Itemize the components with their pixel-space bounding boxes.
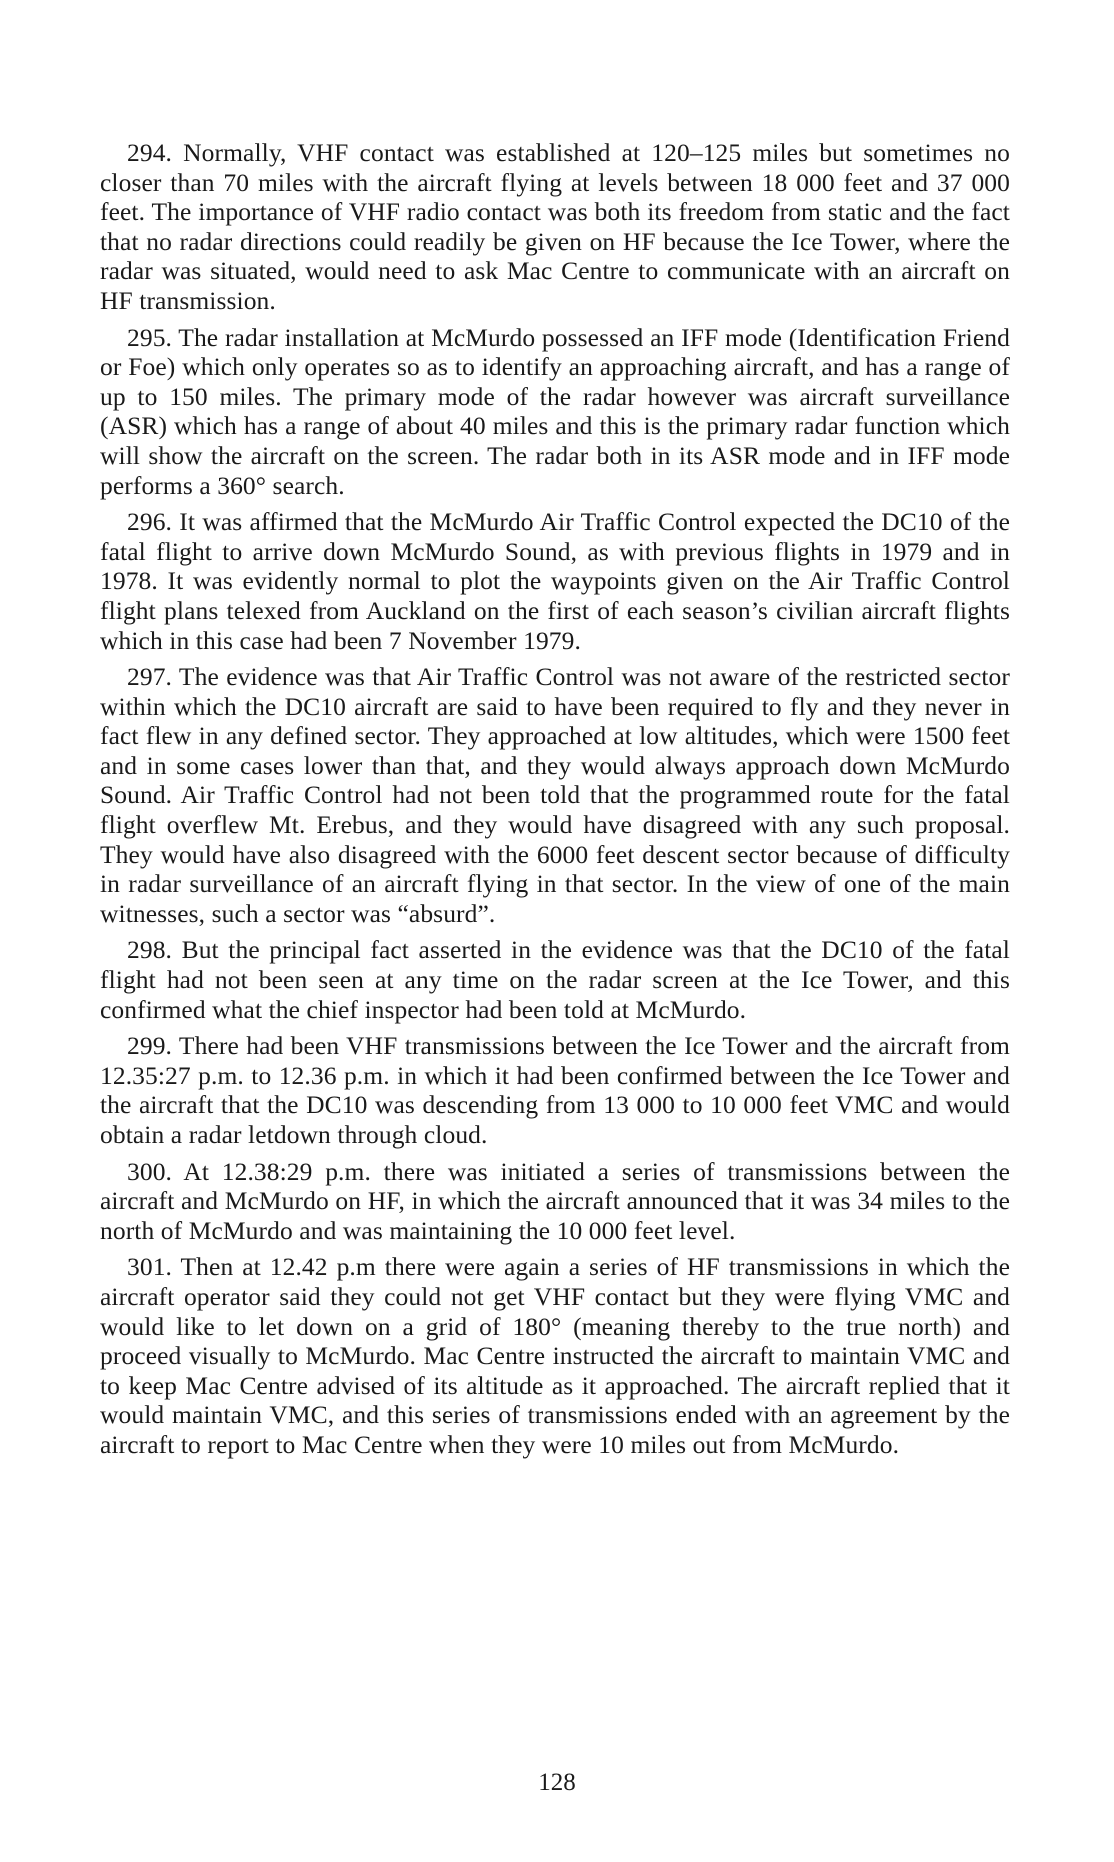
paragraph-301: 301. Then at 12.42 p.m there were again a series of HF transmissions in which the aircraft operator said they could not get VHF contact but they were flying VMC and would like to let down on a grid of 180° (meaning thereby to the true north) and proceed visually to McMurdo. Mac Centre instructed the aircraft to maintain VMC and to keep Mac Centre advised of its altitude as it approached. The aircraft replied that it would maintain VMC, and this series of transmissions ended with an agreement by the aircraft to report to Mac Centre when they were 10 miles out from McMurdo. — [100, 1252, 1010, 1459]
paragraph-300: 300. At 12.38:29 p.m. there was initiated a series of transmissions between the aircraft and McMurdo on HF, in which the aircraft announced that it was 34 miles to the north of McMurdo and was maintaining the 10 000 feet level. — [100, 1156, 1010, 1245]
paragraph-296: 296. It was affirmed that the McMurdo Air Traffic Control expected the DC10 of the fatal flight to arrive down McMurdo Sound, as with previous flights in 1979 and in 1978. It was evidently normal to plot the waypoints given on the Air Traffic Control flight plans telexed from Auckland on the first of each season’s civilian aircraft flights which in this case had been 7 November 1979. — [100, 507, 1010, 655]
page-number: 128 — [538, 1769, 576, 1796]
paragraph-298: 298. But the principal fact asserted in the evidence was that the DC10 of the fatal flight had not been seen at any time on the radar screen at the Ice Tower, and this confirmed what the chief inspector had been told at McMurdo. — [100, 935, 1010, 1024]
paragraph-295: 295. The radar installation at McMurdo possessed an IFF mode (Identification Friend or Foe) which only operates so as to identify an approaching aircraft, and has a range of up to 150 miles. The primary mode of the radar however was aircraft surveillance (ASR) which has a range of about 40 miles and this is the primary radar function which will show the aircraft on the screen. The radar both in its ASR mode and in IFF mode performs a 360° search. — [100, 322, 1010, 500]
paragraph-299: 299. There had been VHF transmissions between the Ice Tower and the aircraft from 12.35:27 p.m. to 12.36 p.m. in which it had been confirmed between the Ice Tower and the aircraft that the DC10 was descending from 13 000 to 10 000 feet VMC and would obtain a radar letdown through cloud. — [100, 1031, 1010, 1149]
document-body — [100, 138, 1010, 1467]
paragraph-294: 294. Normally, VHF contact was established at 120–125 miles but sometimes no closer than 70 miles with the aircraft flying at levels between 18 000 feet and 37 000 feet. The importance of VHF radio contact was both its freedom from static and the fact that no radar directions could readily be given on HF because the Ice Tower, where the radar was situated, would need to ask Mac Centre to communicate with an aircraft on HF transmission. — [100, 138, 1010, 315]
paragraph-297: 297. The evidence was that Air Traffic Control was not aware of the restricted sector within which the DC10 aircraft are said to have been required to fly and they never in fact flew in any defined sector. They approached at low altitudes, which were 1500 feet and in some cases lower than that, and they would always approach down McMurdo Sound. Air Traffic Control had not been told that the programmed route for the fatal flight overflew Mt. Erebus, and they would have disagreed with any such proposal. They would have also disagreed with the 6000 feet descent sector because of difficulty in radar surveillance of an aircraft flying in that sector. In the view of one of the main witnesses, such a sector was “absurd”. — [100, 662, 1010, 928]
